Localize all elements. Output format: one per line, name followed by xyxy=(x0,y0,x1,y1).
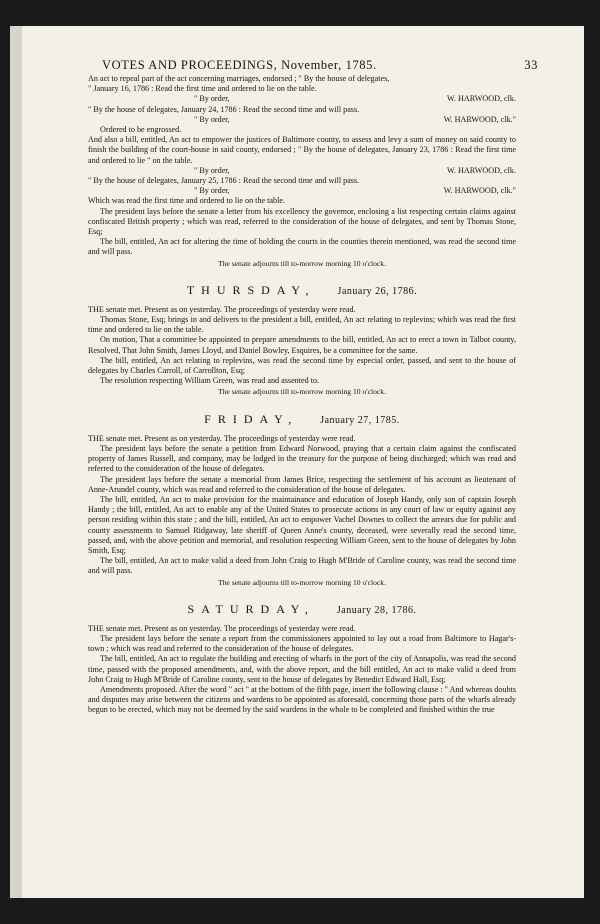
adjourn-line: The senate adjourns till to-morrow morning 10 o'clock. xyxy=(218,258,386,268)
intro-para: Ordered to be engrossed. xyxy=(100,125,182,135)
intro-para: An act to repeal part of the act concerning marriages, endorsed ; " By the house of delegates, xyxy=(88,74,390,83)
intro-para: And also a bill, entitled, An act to empower the justices of Baltimore county, to assess and levy a sum of money on said county to finish the building of the court-house in said county, endorsed ; " By the house of delegates, January 23, 1786 : Read the first time and ordered to lie " on the table. xyxy=(88,135,516,165)
saturday-para: The bill, entitled, An act to regulate the building and erecting of wharfs in the port of the city of Annapolis, was read the second time, passed with the proposed amendments, and, with the above report, and the bill entitled, An act to make valid a deed from John Craig to Hugh M'Bride of Caroline county, sent to the house of delegates by Benedict Edward Hall, Esq; xyxy=(88,654,516,684)
thursday-para: THE senate met. Present as on yesterday. The proceedings of yesterday were read. xyxy=(88,304,356,314)
byline: " By order, W. HARWOOD, clk. xyxy=(194,165,516,175)
page-number: 33 xyxy=(524,58,538,72)
running-header xyxy=(102,58,538,73)
intro-para: " By the house of delegates, January 24, 1786 : Read the second time and will pass. xyxy=(88,104,360,114)
friday-para: The bill, entitled, An act to make provision for the maintainance and education of Joseph Handy, only son of captain Joseph Handy ; the bill, entitled, An act to enable any of the United States to prosecute actions in any court of law or equity against any person residing within this state ; and the bill, entitled, An act to empower Vachel Downes to collect the arrears due for public and county assessments to Samuel Ridgaway, late sheriff of Queen Anne's county, deceased, were severally read the second time, passed, and, with the above petition and memorial, and resolution respecting William Green, sent to the house of delegates by John Smith, Esq; xyxy=(88,494,516,555)
friday-para: The president lays before the senate a memorial from James Brice, respecting the settlement of his account as lieutenant of Anne-Arundel county, which was read and referred to the consideration of the house of delegates. xyxy=(88,474,516,494)
thursday-para: The bill, entitled, An act relating to replevins, was read the second time by especial order, passed, and sent to the house of delegates by Charles Carroll, of Carrollton, Esq; xyxy=(88,355,516,376)
adjourn-line: The senate adjourns till to-morrow morning 10 o'clock. xyxy=(218,387,386,397)
document-page xyxy=(10,26,584,898)
page-binding-edge xyxy=(10,26,22,898)
friday-para: THE senate met. Present as on yesterday. The proceedings of yesterday were read. xyxy=(88,433,356,443)
day-heading-saturday: SATURDAY, January 28, 1786. xyxy=(187,601,417,616)
intro-para: " By the house of delegates, January 25, 1786 : Read the second time and will pass. xyxy=(88,176,360,186)
friday-para: The president lays before the senate a petition from Edward Norwood, praying that a certain claim against the confiscated property of James Russell, and company, may be lodged in the treasury for the purpose of being discharged; which was read and referred to the consideration of the house of delegates. xyxy=(88,443,516,474)
intro-para: Which was read the first time and ordered to lie on the table. xyxy=(88,196,285,206)
byline: " By order, W. HARWOOD, clk." xyxy=(194,186,516,196)
day-heading-friday: FRIDAY, January 27, 1785. xyxy=(204,411,400,426)
saturday-para: THE senate met. Present as on yesterday. The proceedings of yesterday were read. xyxy=(88,623,356,633)
thursday-para: Thomas Stone, Esq; brings in and delivers to the president a bill, entitled, An act relating to replevins; which was read the first time and ordered to lie on the table. xyxy=(88,315,516,335)
adjourn-line: The senate adjourns till to-morrow morning 10 o'clock. xyxy=(218,577,386,587)
thursday-para: On motion, That a committee be appointed to prepare amendments to the bill, entitled, An act to erect a town in Talbot county, Resolved, That John Smith, James Lloyd, and Daniel Bowley, Esquires, be a committee for the same. xyxy=(88,335,516,355)
friday-para: The bill, entitled, An act to make valid a deed from John Craig to Hugh M'Bride of Caroline county, was read the second time and will pass. xyxy=(88,556,516,576)
byline: " By order, W. HARWOOD, clk. xyxy=(194,94,516,104)
intro-para: The president lays before the senate a letter from his excellency the governor, enclosing a list respecting certain claims against confiscated British property ; which was read, referred to the consideration of the house of delegates, and sent by Thomas Stone, Esq; xyxy=(88,206,516,237)
thursday-para: The resolution respecting William Green, was read and assented to. xyxy=(100,376,320,386)
intro-para: " January 16, 1786 : Read the first time and ordered to lie on the table. xyxy=(88,84,317,94)
saturday-para: Amendments proposed. After the word " act " at the bottom of the fifth page, insert the following clause : " And whereas doubts and disputes may arise between the citizens and wardens to be appointed as aforesaid, concerning those parts of the wharfs already begun to be erected, which may not be deemed by the said wardens in the whole to be completed and finished within the true xyxy=(88,684,516,715)
intro-para: The bill, entitled, An act for altering the time of holding the courts in the counties therein mentioned, was read the second time and will pass. xyxy=(88,237,516,257)
byline: " By order, W. HARWOOD, clk." xyxy=(194,114,516,124)
running-title: VOTES AND PROCEEDINGS, November, 1785. xyxy=(102,58,377,72)
saturday-para: The president lays before the senate a report from the commissioners appointed to lay out a road from Baltimore to Hagar's-town ; which was read and referred to the consideration of the house of delegates. xyxy=(88,633,516,654)
day-heading-thursday: THURSDAY, January 26, 1786. xyxy=(186,282,418,297)
body-text xyxy=(88,74,516,716)
